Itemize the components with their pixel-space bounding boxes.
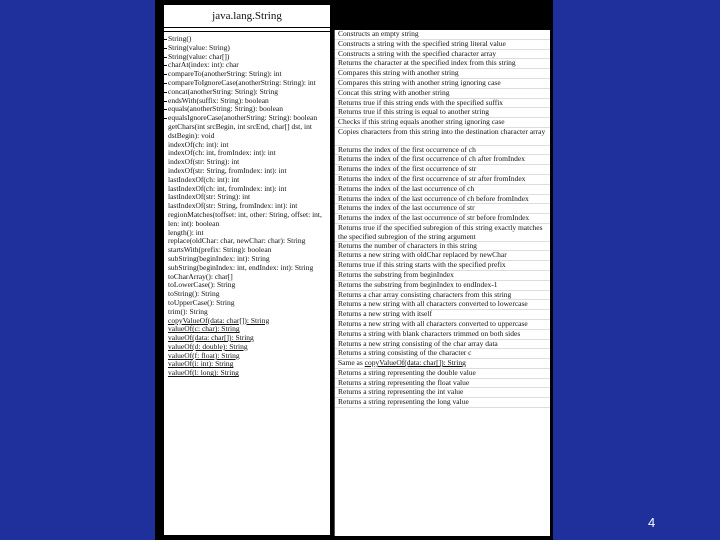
method-signature: toString(): String — [168, 290, 220, 299]
method-description: Returns the index of the last occurrence of ch — [335, 185, 550, 195]
method-description: Returns a string representing the float value — [335, 379, 550, 389]
method-signature: equalsIgnoreCase(anotherString: String): boolean — [164, 114, 330, 123]
method-signature: valueOf(i: int): String — [168, 360, 234, 369]
method-description: Returns the index of the last occurrence of ch before fromIndex — [335, 195, 550, 205]
method-description: Returns a char array consisting characters from this string — [335, 291, 550, 301]
method-description: Returns a new string with all characters converted to uppercase — [335, 320, 550, 330]
method-signature: toUpperCase(): String — [168, 298, 235, 307]
description-method-link[interactable]: copyValueOf(data: char[]): String — [364, 359, 466, 368]
method-signature: String(value: String) — [164, 44, 330, 53]
method-description: Returns a new string with oldChar replaced by newChar — [335, 251, 550, 261]
method-description: Compares this string with another string — [335, 69, 550, 79]
method-description: Returns the index of the first occurrence of str — [335, 165, 550, 175]
method-signature: charAt(index: int): char — [164, 61, 330, 70]
method-description: Returns true if this string starts with the specified prefix — [335, 261, 550, 271]
method-description: Returns a string representing the double value — [335, 369, 550, 379]
method-signature: compareTo(anotherString: String): int — [164, 70, 330, 79]
method-signature: lastIndexOf(ch: int): int — [168, 175, 240, 184]
method-description: Returns the substring from beginIndex — [335, 271, 550, 281]
method-signature: toCharArray(): char[] — [168, 272, 233, 281]
method-signature: indexOf(str: String): int — [168, 158, 240, 167]
method-descriptions-panel — [334, 30, 550, 536]
method-signature: subString(beginIndex: int, endIndex: int): String — [168, 263, 314, 272]
method-signature: copyValueOf(data: char[]): String — [168, 316, 270, 325]
method-description: Returns a string consisting of the character c — [335, 349, 550, 359]
method-description: Constructs a string with the specified character array — [335, 50, 550, 60]
method-signature: valueOf(c: char): String — [168, 325, 240, 334]
method-signature: valueOf(d: double): String — [168, 342, 248, 351]
method-signature: indexOf(str: String, fromIndex: int): int — [168, 166, 287, 175]
method-description: Concat this string with another string — [335, 89, 550, 99]
page-number: 4 — [648, 515, 656, 530]
method-description: Constructs an empty string — [335, 30, 550, 40]
method-description: Constructs a string with the specified string literal value — [335, 40, 550, 50]
method-description: Returns the index of the first occurrence of ch after fromIndex — [335, 155, 550, 165]
method-signature: length(): int — [168, 228, 204, 237]
method-description: Returns a new string consisting of the char array data — [335, 340, 550, 350]
method-signature: String(value: char[]) — [164, 53, 330, 62]
method-signature: indexOf(ch: int, fromIndex: int): int — [168, 149, 276, 158]
method-signature: indexOf(ch: int): int — [168, 140, 229, 149]
method-signature: lastIndexOf(ch: int, fromIndex: int): int — [168, 184, 287, 193]
method-signature: endsWith(suffix: String): boolean — [164, 97, 330, 106]
method-signature: subString(beginIndex: int): String — [168, 254, 270, 263]
method-description: Returns true if the specified subregion of this string exactly matches the specified subregion of the string argument — [335, 224, 550, 242]
method-signature: regionMatches(toffset: int, other: String, offset: int, len: int): boolean — [168, 210, 322, 228]
description-prefix: Same as — [338, 359, 365, 368]
method-description: Returns a string representing the int value — [335, 388, 550, 398]
method-description: Returns a string with blank characters trimmed on both sides — [335, 330, 550, 340]
method-description: Returns the number of characters in this string — [335, 242, 550, 252]
method-description: Compares this string with another string ignoring case — [335, 79, 550, 89]
method-description: Returns a string representing the long value — [335, 398, 550, 408]
method-signature: toLowerCase(): String — [168, 281, 236, 290]
method-description: Returns a new string with itself — [335, 310, 550, 320]
method-signature: String() — [164, 35, 330, 44]
method-description: Returns the character at the specified index from this string — [335, 59, 550, 69]
method-signature: valueOf(data: char[]): String — [168, 334, 254, 343]
method-description: Returns the index of the first occurrence of str after fromIndex — [335, 175, 550, 185]
method-description: Returns true if this string is equal to another string — [335, 108, 550, 118]
method-description: Returns true if this string ends with the specified suffix — [335, 99, 550, 109]
method-signature: lastIndexOf(str: String): int — [168, 193, 251, 202]
method-signature: valueOf(l: long): String — [168, 369, 239, 378]
method-signature: getChars(int srcBegin, int srcEnd, char[] dst, int dstBegin): void — [168, 122, 312, 140]
method-description: Copies characters from this string into the destination character array — [335, 128, 550, 146]
uml-class-box — [163, 4, 331, 536]
method-description: Returns the index of the last occurrence of str — [335, 204, 550, 214]
method-signature: equals(anotherString: String): boolean — [164, 105, 330, 114]
method-signature: compareToIgnoreCase(anotherString: String): int — [164, 79, 330, 88]
method-signature: startsWith(prefix: String): boolean — [168, 246, 272, 255]
method-description: Checks if this string equals another string ignoring case — [335, 118, 550, 128]
uml-attributes-compartment — [164, 28, 330, 32]
method-signature: trim(): String — [168, 307, 208, 316]
method-description — [335, 359, 550, 369]
uml-class-name: java.lang.String — [164, 5, 330, 28]
method-signature: valueOf(f: float): String — [168, 351, 240, 360]
method-signature: concat(anotherString: String): String — [164, 88, 330, 97]
method-description: Returns the substring from beginIndex to endIndex-1 — [335, 281, 550, 291]
method-signature: lastIndexOf(str: String, fromIndex: int): int — [168, 202, 298, 211]
method-description: Returns the index of the first occurrence of ch — [335, 146, 550, 156]
method-description: Returns a new string with all characters converted to lowercase — [335, 300, 550, 310]
uml-methods-compartment — [164, 35, 330, 535]
method-description: Returns the index of the last occurrence of str before fromIndex — [335, 214, 550, 224]
method-signature: replace(oldChar: char, newChar: char): String — [168, 237, 306, 246]
